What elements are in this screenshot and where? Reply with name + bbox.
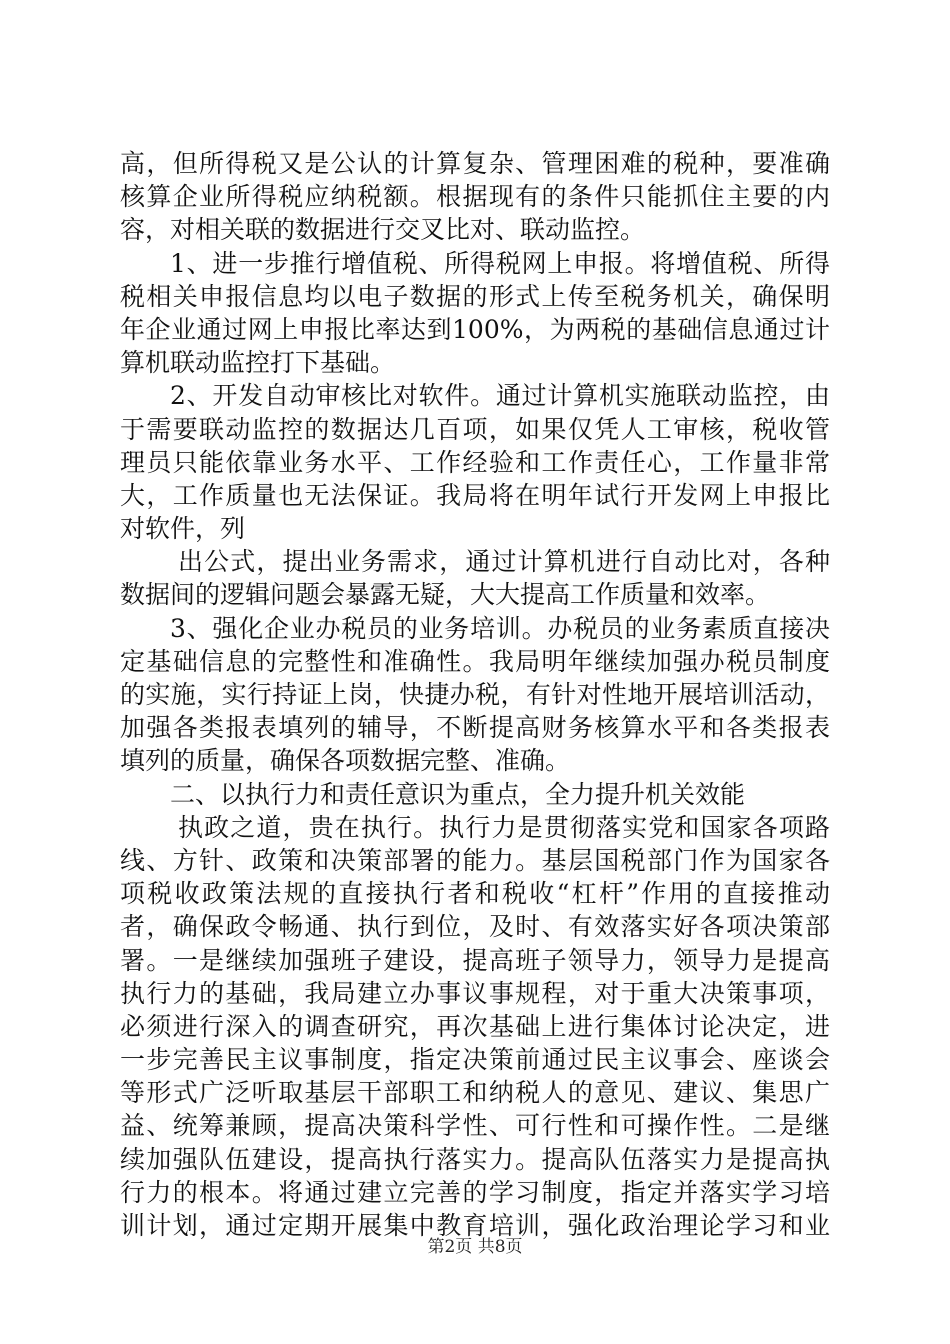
section-heading: 二、以执行力和责任意识为重点，全力提升机关效能	[170, 779, 746, 809]
text-line: 容，对相关联的数据进行交叉比对、联动监控。	[120, 215, 646, 245]
text-line: 等形式广泛听取基层干部职工和纳税人的意见、建议、集思广	[120, 1078, 830, 1108]
text-line: 核算企业所得税应纳税额。根据现有的条件只能抓住主要的内	[120, 182, 830, 212]
text-line: 续加强队伍建设，提高执行落实力。提高队伍落实力是提高执	[120, 1144, 830, 1174]
text-line: 税相关申报信息均以电子数据的形式上传至税务机关，确保明	[120, 281, 830, 311]
text-line: 出公式，提出业务需求，通过计算机进行自动比对，各种	[178, 547, 830, 577]
text-line: 于需要联动监控的数据达几百项，如果仅凭人工审核，税收管	[120, 414, 830, 444]
text-line: 训计划，通过定期开展集中教育培训，强化政治理论学习和业	[120, 1211, 830, 1240]
text-line: 3、强化企业办税员的业务培训。办税员的业务素质直接决	[170, 613, 830, 643]
text-line: 高，但所得税又是公认的计算复杂、管理困难的税种，要准确	[120, 149, 830, 178]
text-line: 者，确保政令畅通、执行到位，及时、有效落实好各项决策部	[120, 912, 830, 942]
text-line: 执政之道，贵在执行。执行力是贯彻落实党和国家各项路	[178, 812, 830, 842]
text-line: 2、开发自动审核比对软件。通过计算机实施联动监控，由	[170, 381, 830, 411]
text-line: 1、进一步推行增值税、所得税网上申报。将增值税、所得	[170, 248, 830, 278]
text-line: 大，工作质量也无法保证。我局将在明年试行开发网上申报比	[120, 480, 830, 510]
text-line: 益、统筹兼顾，提高决策科学性、可行性和可操作性。二是继	[120, 1111, 830, 1141]
text-line: 理员只能依靠业务水平、工作经验和工作责任心，工作量非常	[120, 447, 830, 477]
text-line: 年企业通过网上申报比率达到100%，为两税的基础信息通过计	[120, 314, 830, 344]
text-line: 算机联动监控打下基础。	[120, 348, 396, 378]
text-line: 填列的质量，确保各项数据完整、准确。	[120, 746, 571, 776]
text-line: 行力的根本。将通过建立完善的学习制度，指定并落实学习培	[120, 1177, 830, 1207]
text-line: 定基础信息的完整性和准确性。我局明年继续加强办税员制度	[120, 646, 830, 676]
text-line: 执行力的基础，我局建立办事议事规程，对于重大决策事项，	[120, 978, 830, 1008]
document-body	[120, 147, 830, 1242]
text-line: 项税收政策法规的直接执行者和税收“杠杆”作用的直接推动	[120, 879, 830, 909]
text-line: 一步完善民主议事制度，指定决策前通过民主议事会、座谈会	[120, 1045, 830, 1075]
text-line: 必须进行深入的调查研究，再次基础上进行集体讨论决定，进	[120, 1011, 830, 1041]
text-line: 署。一是继续加强班子建设，提高班子领导力，领导力是提高	[120, 945, 830, 975]
text-line: 线、方针、政策和决策部署的能力。基层国税部门作为国家各	[120, 845, 830, 875]
text-line: 数据间的逻辑问题会暴露无疑，大大提高工作质量和效率。	[120, 580, 771, 610]
text-line: 加强各类报表填列的辅导，不断提高财务核算水平和各类报表	[120, 713, 830, 743]
page-number-footer: 第2页 共8页	[427, 1237, 523, 1257]
text-line: 的实施，实行持证上岗，快捷办税，有针对性地开展培训活动，	[120, 680, 830, 709]
text-line: 对软件，列	[120, 514, 246, 544]
